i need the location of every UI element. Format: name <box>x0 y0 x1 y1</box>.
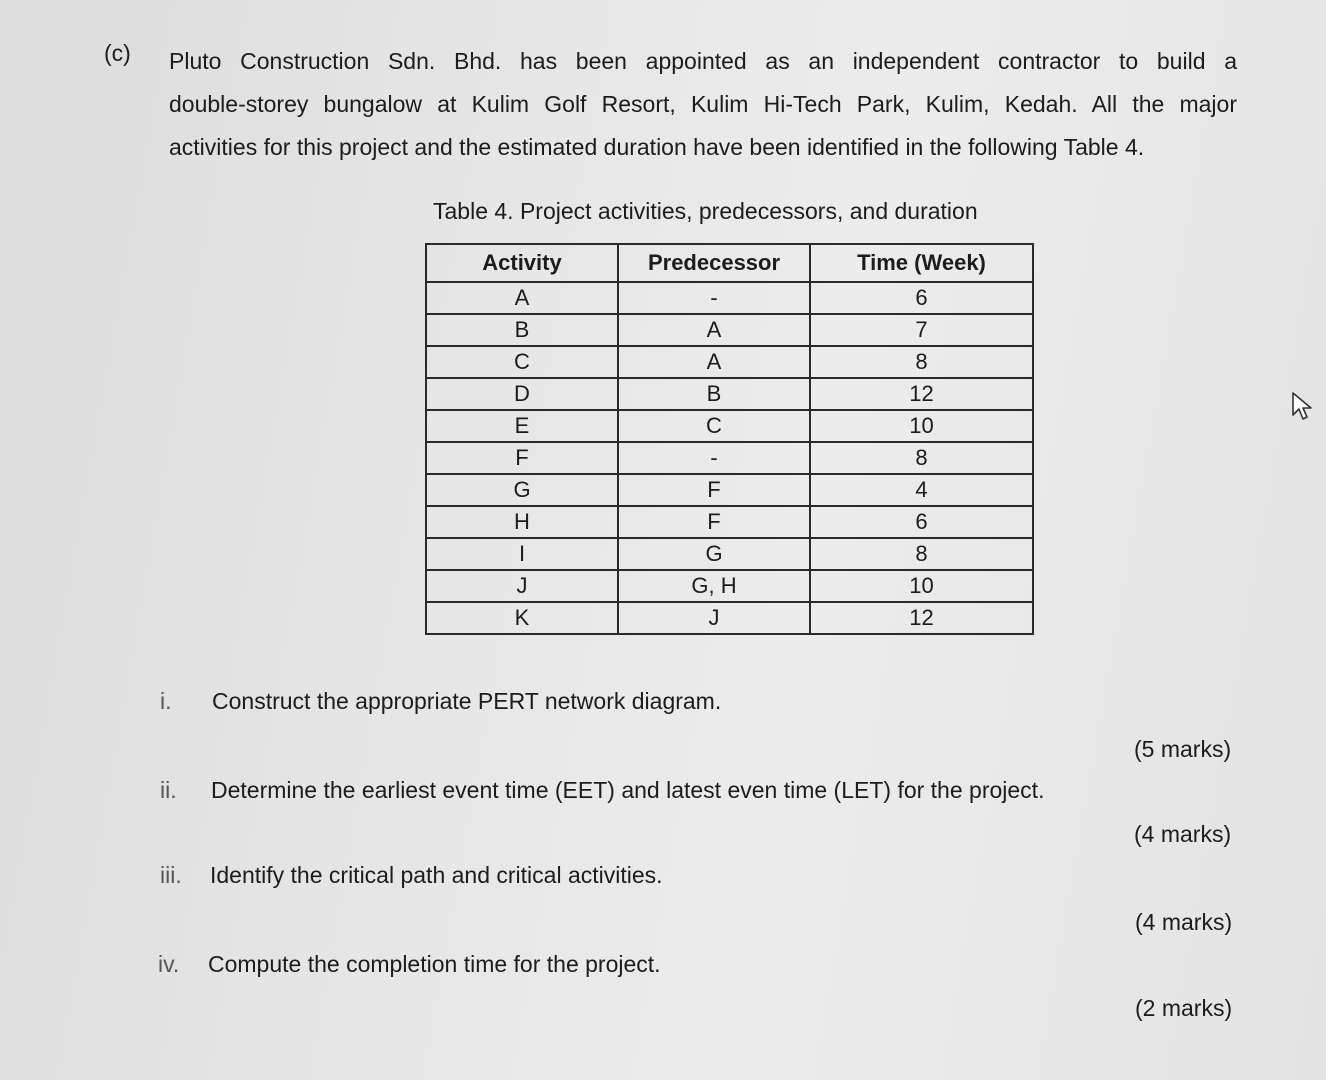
cell-time: 7 <box>810 314 1033 346</box>
table-row <box>426 314 1033 346</box>
cell-activity: K <box>426 602 618 634</box>
header-time: Time (Week) <box>810 244 1033 282</box>
cell-predecessor: F <box>618 506 810 538</box>
cell-predecessor: G <box>618 538 810 570</box>
table-row <box>426 570 1033 602</box>
cell-predecessor: A <box>618 314 810 346</box>
table-row <box>426 378 1033 410</box>
cell-time: 8 <box>810 346 1033 378</box>
question-text: Determine the earliest event time (EET) and latest even time (LET) for the project. <box>211 777 1045 803</box>
cell-time: 12 <box>810 602 1033 634</box>
marks-i: (5 marks) <box>1134 736 1232 762</box>
question-text: Identify the critical path and critical activities. <box>210 862 663 888</box>
cell-predecessor: J <box>618 602 810 634</box>
table-row <box>426 442 1033 474</box>
cell-predecessor: A <box>618 346 810 378</box>
cell-predecessor: G, H <box>618 570 810 602</box>
cell-time: 6 <box>810 282 1033 314</box>
cell-time: 10 <box>810 570 1033 602</box>
table-row <box>426 474 1033 506</box>
table-row <box>426 538 1033 570</box>
intro-line-1: Pluto Construction Sdn. Bhd. has been appointed as an independent contractor to build a <box>169 48 1237 74</box>
cell-predecessor: B <box>618 378 810 410</box>
marks-iv: (2 marks) <box>1135 995 1233 1021</box>
question-number: i. <box>160 688 172 714</box>
question-number: ii. <box>160 777 177 803</box>
header-activity: Activity <box>426 244 618 282</box>
intro-paragraph <box>169 40 1237 169</box>
table-row <box>426 410 1033 442</box>
cell-time: 12 <box>810 378 1033 410</box>
cell-predecessor: C <box>618 410 810 442</box>
table-row <box>426 346 1033 378</box>
cell-time: 4 <box>810 474 1033 506</box>
cell-activity: H <box>426 506 618 538</box>
cell-time: 10 <box>810 410 1033 442</box>
cell-activity: C <box>426 346 618 378</box>
table-row <box>426 282 1033 314</box>
intro-line-2: double-storey bungalow at Kulim Golf Resort, Kulim Hi-Tech Park, Kulim, Kedah. All the major <box>169 91 1237 117</box>
part-label: (c) <box>104 40 131 66</box>
cell-activity: D <box>426 378 618 410</box>
marks-ii: (4 marks) <box>1134 821 1232 847</box>
cell-activity: J <box>426 570 618 602</box>
question-number: iv. <box>158 951 180 977</box>
cell-time: 8 <box>810 538 1033 570</box>
cell-predecessor: - <box>618 282 810 314</box>
table-row <box>426 602 1033 634</box>
cell-activity: E <box>426 410 618 442</box>
cell-predecessor: F <box>618 474 810 506</box>
cell-time: 6 <box>810 506 1033 538</box>
mouse-pointer-icon <box>1291 391 1315 423</box>
cell-time: 8 <box>810 442 1033 474</box>
activities-table <box>425 243 1034 635</box>
table-row <box>426 506 1033 538</box>
cell-activity: G <box>426 474 618 506</box>
question-text: Compute the completion time for the project. <box>208 951 661 977</box>
cell-activity: A <box>426 282 618 314</box>
cell-activity: F <box>426 442 618 474</box>
table-header-row <box>426 244 1033 282</box>
header-predecessor: Predecessor <box>618 244 810 282</box>
table-caption: Table 4. Project activities, predecessors, and duration <box>433 198 978 224</box>
marks-iii: (4 marks) <box>1135 909 1233 935</box>
cell-activity: I <box>426 538 618 570</box>
question-number: iii. <box>160 862 182 888</box>
cell-predecessor: - <box>618 442 810 474</box>
intro-line-3: activities for this project and the estimated duration have been identified in the following Table 4. <box>169 134 1145 160</box>
question-text: Construct the appropriate PERT network diagram. <box>212 688 722 714</box>
cell-activity: B <box>426 314 618 346</box>
